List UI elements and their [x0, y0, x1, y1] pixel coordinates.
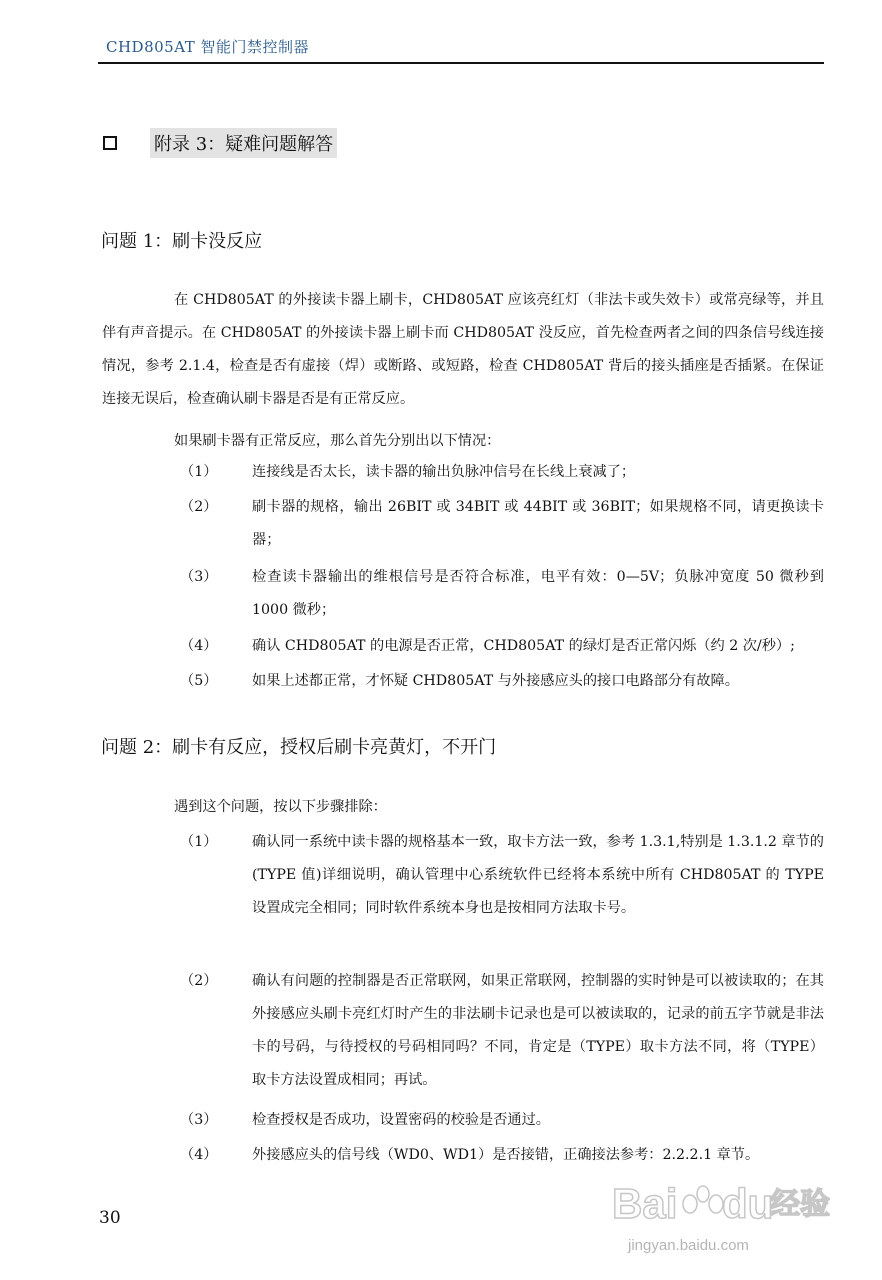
watermark-url: jingyan.baidu.com — [628, 1237, 749, 1254]
list-item-text: 检查读卡器输出的维根信号是否符合标准，电平有效：0—5V；负脉冲宽度 50 微秒到 1000 微秒； — [252, 569, 824, 618]
list-item-number: （1） — [180, 834, 218, 850]
list-item-number: （3） — [180, 569, 218, 585]
paw-icon — [683, 1186, 723, 1213]
list-item-text: 连接线是否太长，读卡器的输出负脉冲信号在长线上衰减了； — [252, 464, 636, 480]
question-2-intro: 遇到这个问题，按以下步骤排除： — [174, 799, 387, 815]
page-number: 30 — [99, 1208, 121, 1228]
question-1-intro: 如果刷卡器有正常反应，那么首先分别出以下情况： — [174, 433, 501, 449]
list-item-text: 如果上述都正常，才怀疑 CHD805AT 与外接感应头的接口电路部分有故障。 — [252, 673, 739, 689]
list-item-text: 确认 CHD805AT 的电源是否正常，CHD805AT 的绿灯是否正常闪烁（约 2 次/秒）; — [252, 638, 795, 654]
question-2-heading: 问题 2：刷卡有反应，授权后刷卡亮黄灯，不开门 — [101, 737, 497, 758]
list-item-number: （4） — [180, 638, 218, 654]
list-item-number: （3） — [180, 1112, 218, 1128]
list-item-text: 刷卡器的规格，输出 26BIT 或 34BIT 或 44BIT 或 36BIT；如果规格不同，请更换读卡器； — [252, 499, 824, 548]
running-header-title: CHD805AT 智能门禁控制器 — [106, 38, 310, 56]
list-item-text: 确认同一系统中读卡器的规格基本一致，取卡方法一致，参考 1.3.1,特别是 1.3.1.2 章节的(TYPE 值)详细说明，确认管理中心系统软件已经将本系统中所有 CHD805AT 的 TYPE 设置成完全相同；同时软件系统本身也是按相同方法取卡号。 — [252, 834, 824, 916]
list-item-number: （2） — [180, 973, 218, 989]
watermark-brand-part1: Bai — [612, 1180, 678, 1227]
question-1-heading: 问题 1：刷卡没反应 — [101, 231, 263, 252]
list-item-text: 确认有问题的控制器是否正常联网，如果正常联网，控制器的实时钟是可以被读取的；在其外接感应头刷卡亮红灯时产生的非法刷卡记录也是可以被读取的，记录的前五字节就是非法卡的号码，与待授权的号码相同吗？不同，肯定是（TYPE）取卡方法不同，将（TYPE）取卡方法设置成相同；再试。 — [252, 973, 824, 1088]
list-item-number: （4） — [180, 1147, 218, 1163]
watermark-brand-part2: du — [722, 1180, 774, 1227]
list-item-number: （2） — [180, 499, 218, 515]
list-item-number: （1） — [180, 464, 218, 480]
appendix-title: 附录 3：疑难问题解答 — [150, 128, 337, 158]
list-item-text: 外接感应头的信号线（WD0、WD1）是否接错，正确接法参考：2.2.2.1 章节。 — [252, 1147, 760, 1163]
list-item-number: （5） — [180, 673, 218, 689]
appendix-heading — [103, 128, 337, 158]
list-item-text: 检查授权是否成功，设置密码的校验是否通过。 — [252, 1112, 550, 1128]
baidu-jingyan-watermark — [604, 1160, 840, 1260]
question-1-paragraph: 在 CHD805AT 的外接读卡器上刷卡，CHD805AT 应该亮红灯（非法卡或失效卡）或常亮绿等，并且伴有声音提示。在 CHD805AT 的外接读卡器上刷卡而 CHD805AT 没反应，首先检查两者之间的四条信号线连接情况，参考 2.1.4，检查是否有虚接（焊）或断路、或短路，检查 CHD805AT 背后的接头插座是否插紧。在保证连接无误后，检查确认刷卡器是否是有正常反应。 — [102, 292, 824, 407]
watermark-brand-cn: 经验 — [770, 1188, 830, 1221]
header-rule — [98, 62, 824, 64]
square-bullet-icon — [103, 136, 117, 150]
